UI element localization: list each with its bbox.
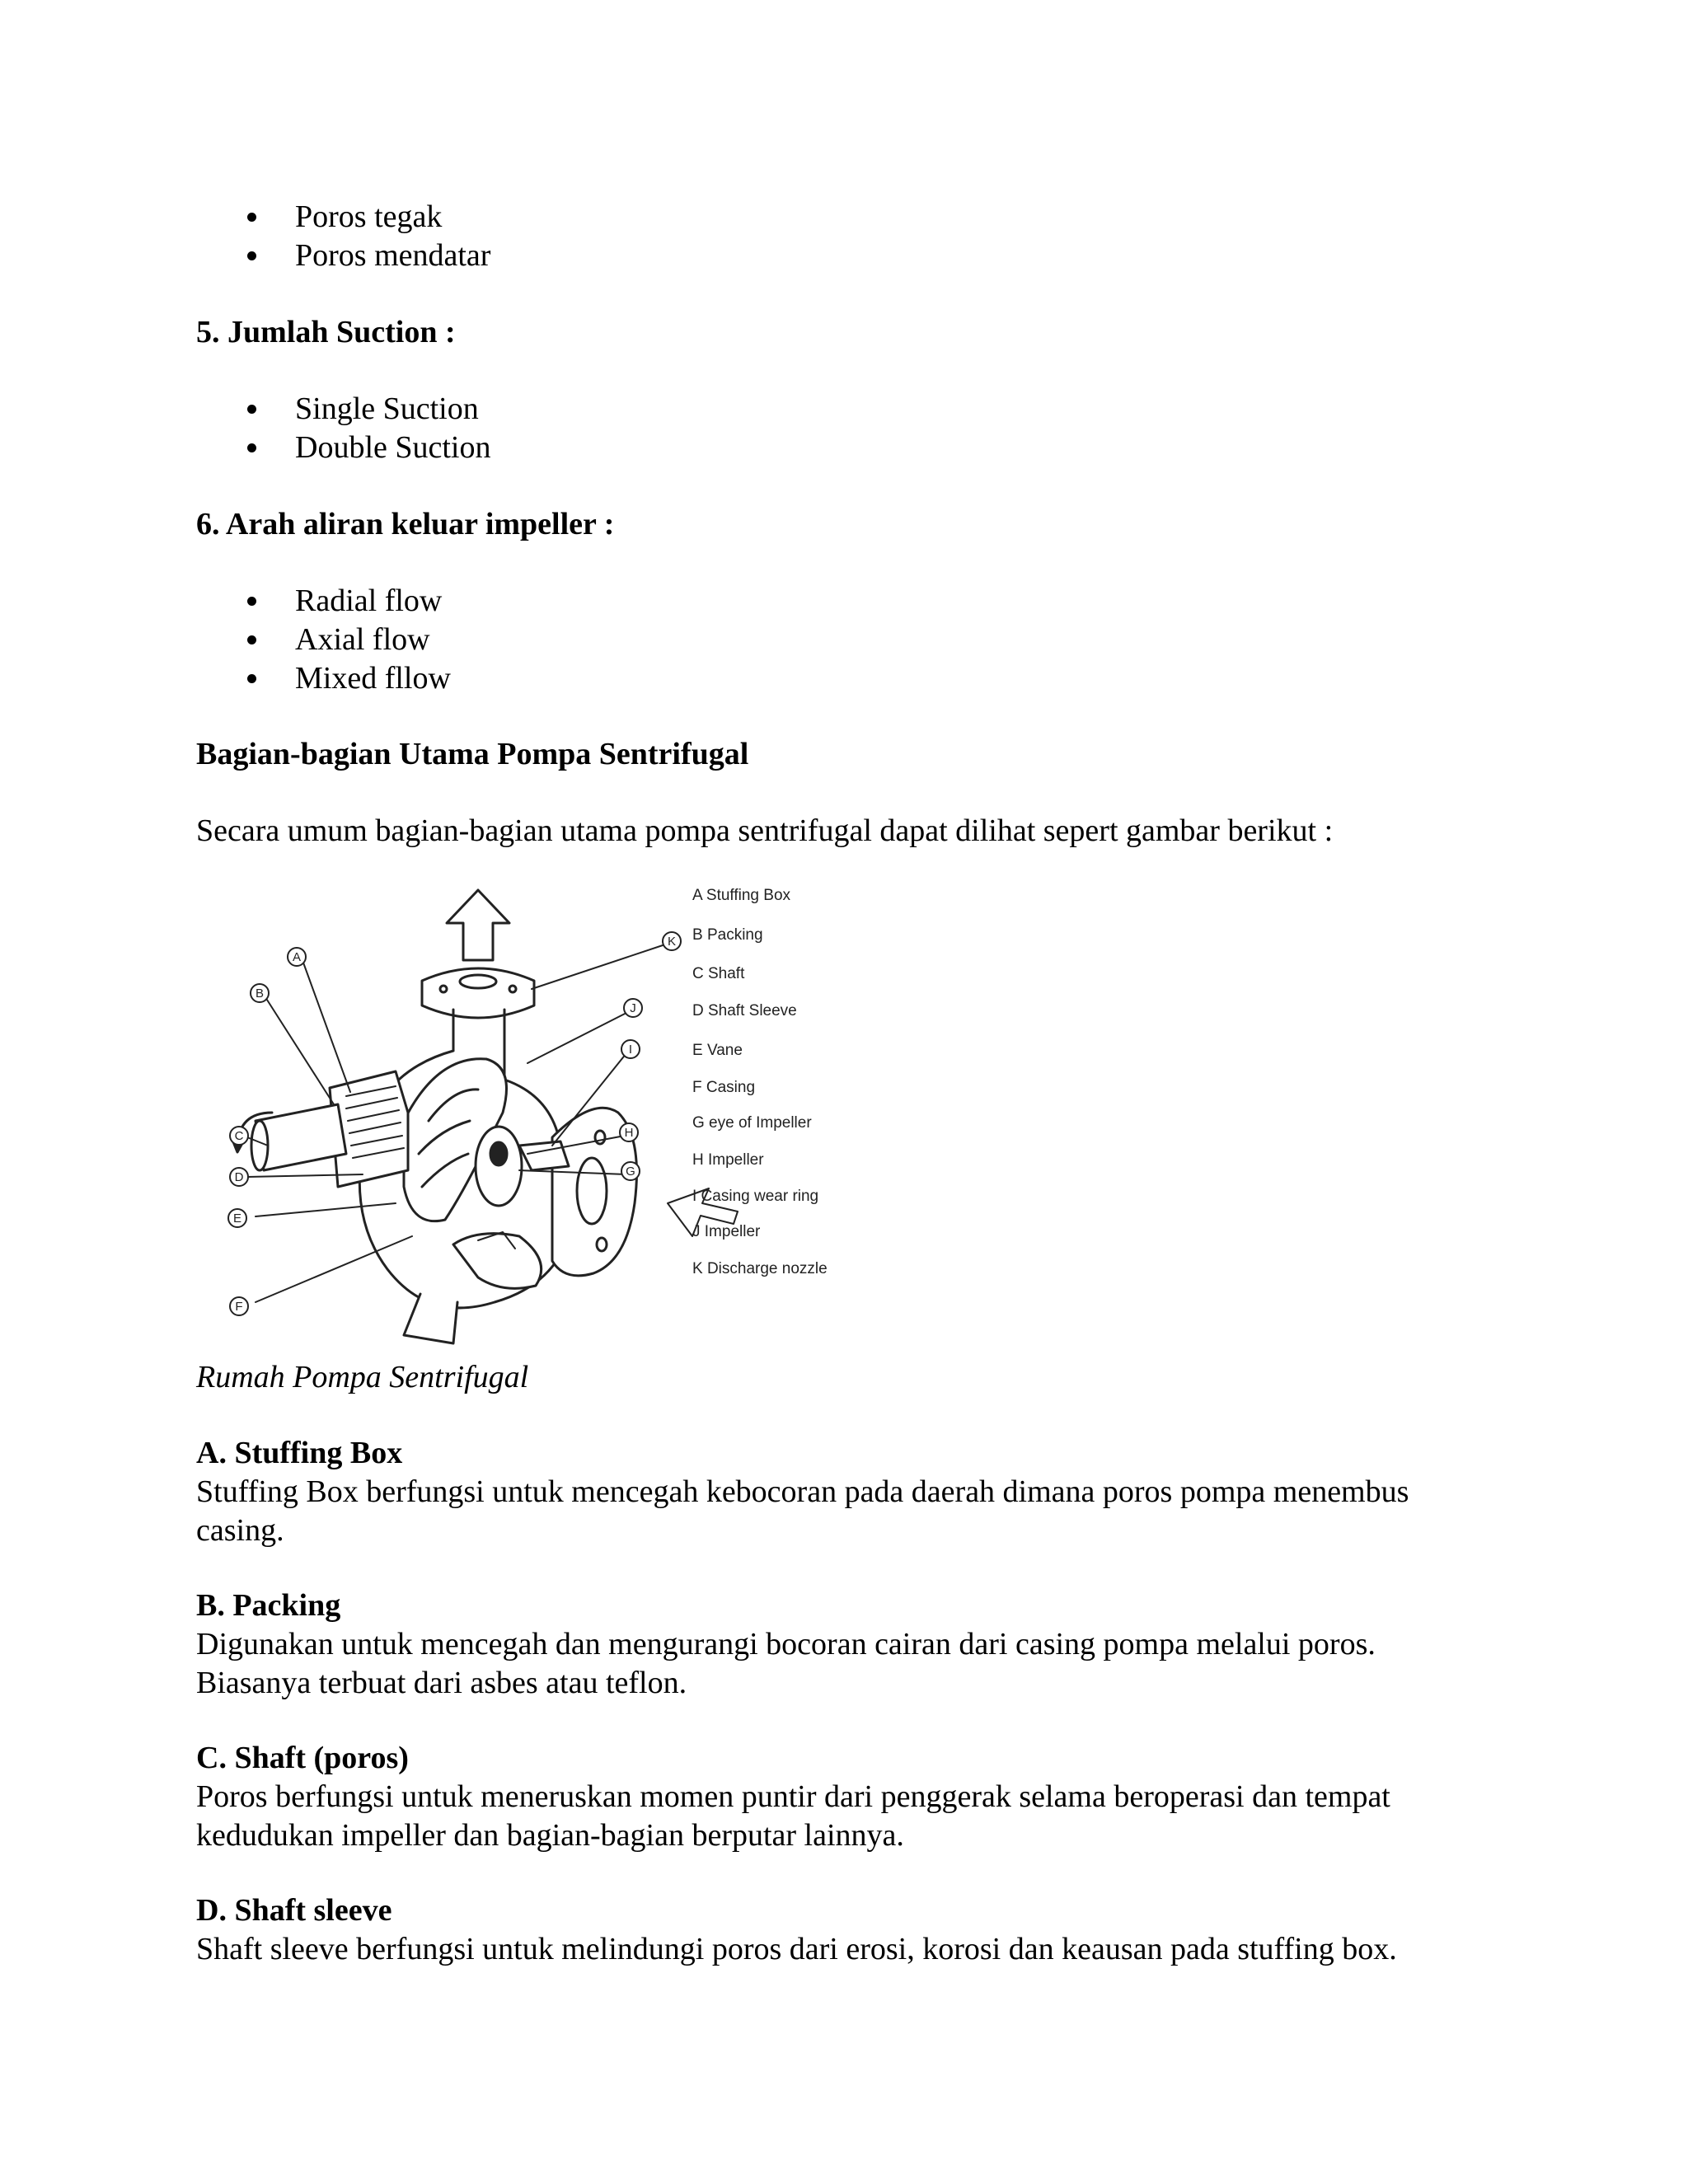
bullet-marker bbox=[247, 635, 256, 644]
part-title: B. Packing bbox=[196, 1588, 341, 1623]
legend-item: H Impeller bbox=[692, 1151, 764, 1169]
callout-f: F bbox=[235, 1300, 243, 1314]
list-item: Axial flow bbox=[295, 622, 430, 657]
legend-item: D Shaft Sleeve bbox=[692, 1002, 797, 1019]
callout-g: G bbox=[626, 1165, 635, 1179]
legend-item: A Stuffing Box bbox=[692, 887, 791, 904]
part-title: A. Stuffing Box bbox=[196, 1436, 403, 1470]
discharge-arrow bbox=[447, 890, 509, 960]
figure-caption: Rumah Pompa Sentrifugal bbox=[196, 1360, 529, 1394]
bullet-marker bbox=[247, 213, 256, 222]
part-description: Shaft sleeve berfungsi untuk melindungi poros dari erosi, korosi dan keausan pada stuffing box. bbox=[196, 1932, 1397, 1966]
legend-item: J Impeller bbox=[692, 1223, 761, 1240]
part-description: Poros berfungsi untuk meneruskan momen puntir dari penggerak selama beroperasi dan tempat bbox=[196, 1779, 1390, 1814]
callout-e: E bbox=[232, 1212, 242, 1226]
callout-j: J bbox=[630, 1001, 636, 1015]
legend-item: C Shaft bbox=[692, 965, 745, 982]
list-item: Poros tegak bbox=[295, 199, 443, 234]
callout-h: H bbox=[624, 1126, 634, 1140]
callout-k: K bbox=[667, 935, 677, 949]
list-item: Mixed fllow bbox=[295, 661, 451, 696]
bullet-marker bbox=[247, 443, 256, 452]
part-title: D. Shaft sleeve bbox=[196, 1893, 392, 1928]
part-description: Biasanya terbuat dari asbes atau teflon. bbox=[196, 1666, 687, 1700]
intro-paragraph: Secara umum bagian-bagian utama pompa sentrifugal dapat dilihat sepert gambar berikut : bbox=[196, 813, 1334, 848]
section-heading: 5. Jumlah Suction : bbox=[196, 315, 456, 349]
legend-item: I Casing wear ring bbox=[692, 1188, 819, 1205]
callout-d: D bbox=[234, 1170, 244, 1184]
legend-item: G eye of Impeller bbox=[692, 1114, 812, 1132]
legend-item: F Casing bbox=[692, 1079, 756, 1096]
bullet-marker bbox=[247, 674, 256, 683]
pump-diagram bbox=[206, 874, 882, 1347]
part-description: casing. bbox=[196, 1513, 284, 1548]
part-description: kedudukan impeller dan bagian-bagian berputar lainnya. bbox=[196, 1818, 904, 1853]
bullet-marker bbox=[247, 405, 256, 414]
section-heading: Bagian-bagian Utama Pompa Sentrifugal bbox=[196, 737, 749, 771]
part-description: Digunakan untuk mencegah dan mengurangi bocoran cairan dari casing pompa melalui poros. bbox=[196, 1627, 1376, 1661]
casing-foot bbox=[404, 1294, 457, 1343]
callout-i: I bbox=[628, 1043, 633, 1057]
section-heading: 6. Arah aliran keluar impeller : bbox=[196, 507, 615, 541]
shaft bbox=[256, 1104, 346, 1170]
part-description: Stuffing Box berfungsi untuk mencegah kebocoran pada daerah dimana poros pompa menembus bbox=[196, 1474, 1409, 1509]
legend-item: E Vane bbox=[692, 1042, 743, 1059]
list-item: Double Suction bbox=[295, 430, 491, 465]
bullet-marker bbox=[247, 251, 256, 260]
legend-item: B Packing bbox=[692, 926, 763, 944]
list-item: Single Suction bbox=[295, 391, 479, 426]
callout-a: A bbox=[292, 950, 302, 964]
list-item: Radial flow bbox=[295, 583, 443, 618]
legend-item: K Discharge nozzle bbox=[692, 1260, 828, 1277]
callout-c: C bbox=[234, 1129, 244, 1143]
list-item: Poros mendatar bbox=[295, 238, 491, 273]
bullet-marker bbox=[247, 597, 256, 606]
part-title: C. Shaft (poros) bbox=[196, 1741, 409, 1775]
callout-b: B bbox=[255, 987, 265, 1001]
